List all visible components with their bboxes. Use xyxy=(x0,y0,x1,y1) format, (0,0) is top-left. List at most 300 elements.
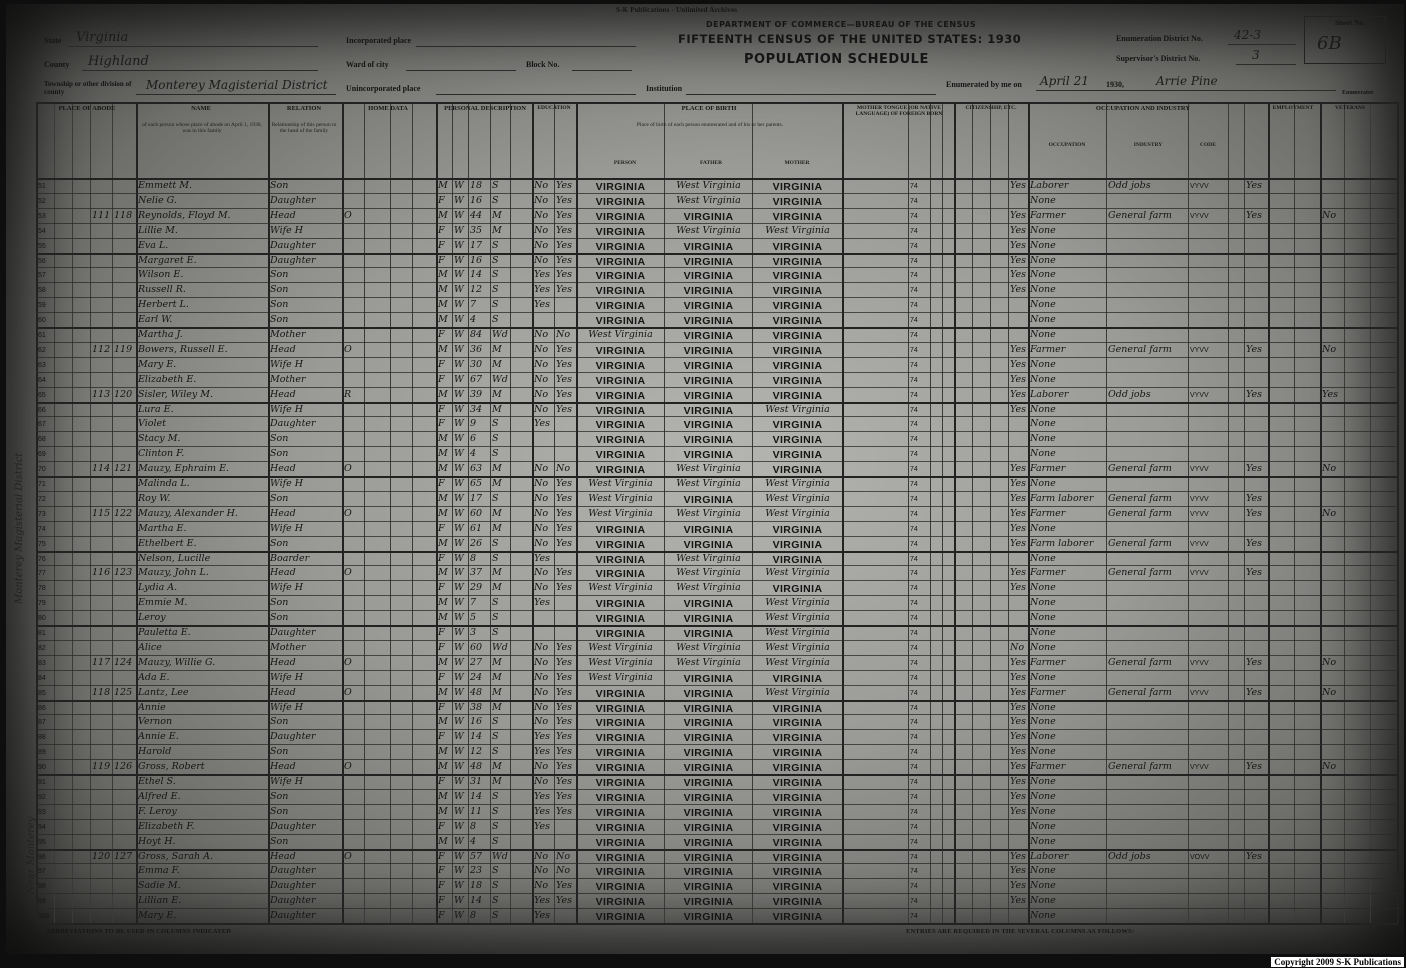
abbrev-title: ABBREVIATIONS TO BE USED IN COLUMNS INDICATED xyxy=(46,928,232,935)
cell-occupation: None xyxy=(1030,522,1056,534)
cell-pob: West Virginia xyxy=(588,507,653,519)
cell-relation: Son xyxy=(270,269,289,281)
cell-relation: Wife H xyxy=(270,522,304,534)
cell-marital: M xyxy=(492,343,502,355)
cell-eng: Yes xyxy=(1010,701,1026,713)
cell-sex: M xyxy=(438,656,448,668)
cell-code: 74 xyxy=(910,510,918,518)
sheet-value: 6B xyxy=(1317,33,1342,54)
cell-school: Yes xyxy=(534,746,550,758)
cell-marital: M xyxy=(492,522,502,534)
cell-marital: M xyxy=(492,209,502,221)
cell-ocode: VYVV xyxy=(1190,391,1209,399)
cell-line: 71 xyxy=(38,481,46,488)
cell-occupation: None xyxy=(1030,612,1056,624)
cell-occupation: None xyxy=(1030,865,1056,877)
cell-code: 74 xyxy=(910,734,918,742)
cell-age: 14 xyxy=(470,790,483,802)
cell-pob: VIRGINIA xyxy=(595,717,646,730)
cell-pob: VIRGINIA xyxy=(595,344,646,357)
table-row xyxy=(36,268,1398,283)
cell-age: 24 xyxy=(470,671,483,683)
cell-marital: S xyxy=(492,835,499,847)
cell-relation: Son xyxy=(270,180,289,191)
cell-age: 14 xyxy=(470,269,483,281)
cell-line: 75 xyxy=(38,540,46,548)
cell-code: 74 xyxy=(910,495,918,503)
cell-mother: VIRGINIA xyxy=(772,270,823,283)
cell-pob: VIRGINIA xyxy=(595,255,646,268)
cell-read: Yes xyxy=(556,671,572,683)
cell-sex: M xyxy=(438,209,448,221)
cell-sex: M xyxy=(438,835,448,847)
cell-occupation: None xyxy=(1030,880,1056,892)
cell-occupation: None xyxy=(1030,552,1056,564)
cell-dwelling: 119 xyxy=(92,761,111,773)
cell-race: W xyxy=(454,507,464,519)
table-row xyxy=(36,224,1398,239)
cell-occupation: None xyxy=(1030,194,1056,206)
cell-marital: M xyxy=(492,224,502,236)
cell-dwelling: 112 xyxy=(92,343,111,355)
cell-pob: VIRGINIA xyxy=(595,270,646,283)
cell-occupation: None xyxy=(1030,820,1056,832)
cell-pob: VIRGINIA xyxy=(595,791,646,804)
cell-eng: Yes xyxy=(1010,895,1026,907)
cell-read: Yes xyxy=(556,641,572,653)
cell-school: No xyxy=(534,403,549,415)
table-row xyxy=(36,462,1398,477)
cell-eng: Yes xyxy=(1010,656,1026,668)
cell-vet: No xyxy=(1322,761,1337,773)
cell-school: No xyxy=(534,478,549,489)
cell-relation: Son xyxy=(270,492,289,504)
cell-pob: VIRGINIA xyxy=(595,821,646,834)
cell-line: 98 xyxy=(38,883,46,891)
cell-race: W xyxy=(454,627,464,638)
cell-empl: Yes xyxy=(1246,537,1262,549)
cell-mother: VIRGINIA xyxy=(772,806,823,819)
cell-sex: F xyxy=(438,239,445,251)
cell-relation: Wife H xyxy=(270,701,304,713)
cell-eng: Yes xyxy=(1010,463,1026,475)
cell-school: No xyxy=(534,209,549,221)
cell-marital: M xyxy=(492,358,502,370)
side-note-upper: Monterey Magisterial District xyxy=(14,452,25,604)
cell-father: VIRGINIA xyxy=(683,896,734,909)
cell-age: 12 xyxy=(470,284,483,296)
cell-eng: Yes xyxy=(1010,671,1026,683)
cell-marital: S xyxy=(492,746,499,758)
table-row xyxy=(36,313,1398,328)
cell-code: 74 xyxy=(910,466,918,474)
cell-mother: VIRGINIA xyxy=(772,344,823,357)
cell-eng: Yes xyxy=(1010,358,1026,370)
cell-name: Gross, Sarah A. xyxy=(138,850,214,862)
census-grid xyxy=(36,102,1398,924)
cell-mother: West Virginia xyxy=(765,656,830,668)
cell-race: W xyxy=(454,180,464,191)
cell-name: Pauletta E. xyxy=(138,627,191,638)
cell-code: 74 xyxy=(910,600,918,608)
cell-code: 74 xyxy=(910,317,918,325)
cell-mother: VIRGINIA xyxy=(772,374,823,387)
cell-age: 16 xyxy=(470,716,483,728)
cell-mother: VIRGINIA xyxy=(772,419,823,432)
cell-race: W xyxy=(454,820,464,832)
cell-father: VIRGINIA xyxy=(683,493,734,506)
cell-father: VIRGINIA xyxy=(683,762,734,775)
cell-pob: VIRGINIA xyxy=(595,240,646,253)
cell-pob: VIRGINIA xyxy=(595,389,646,402)
cell-school: Yes xyxy=(534,731,550,743)
cell-father: VIRGINIA xyxy=(683,419,734,432)
footer-instructions xyxy=(36,924,1398,954)
cell-line: 64 xyxy=(38,376,46,384)
grid-top-rule xyxy=(36,102,1398,104)
cell-school: No xyxy=(534,776,549,787)
cell-mother: VIRGINIA xyxy=(772,181,823,193)
table-row xyxy=(36,358,1398,373)
cell-eng: Yes xyxy=(1010,761,1026,773)
cell-occupation: None xyxy=(1030,224,1056,236)
cell-sex: M xyxy=(438,567,448,579)
table-row xyxy=(36,328,1398,343)
cell-occupation: None xyxy=(1030,716,1056,728)
table-row xyxy=(36,760,1398,775)
cell-mother: West Virginia xyxy=(765,224,830,236)
cell-code: 74 xyxy=(910,227,918,235)
cell-father: VIRGINIA xyxy=(683,717,734,730)
cell-relation: Son xyxy=(270,284,289,296)
cell-occupation: None xyxy=(1030,254,1056,266)
cell-relation: Son xyxy=(270,746,289,758)
cell-occupation: Farmer xyxy=(1030,209,1066,221)
cell-name: Ada E. xyxy=(138,671,170,683)
cell-home: R xyxy=(344,388,352,400)
cell-mother: VIRGINIA xyxy=(772,717,823,730)
cell-eng: Yes xyxy=(1010,209,1026,221)
cell-father: VIRGINIA xyxy=(683,330,734,342)
cell-sex: M xyxy=(438,433,448,445)
cell-sex: F xyxy=(438,224,445,236)
cell-school: Yes xyxy=(534,790,550,802)
cell-sex: F xyxy=(438,880,445,892)
cell-line: 85 xyxy=(38,689,46,697)
cell-marital: S xyxy=(492,716,499,728)
cell-line: 70 xyxy=(38,466,46,474)
cell-school: No xyxy=(534,492,549,504)
cell-father: West Virginia xyxy=(676,641,741,653)
cell-race: W xyxy=(454,895,464,907)
cell-line: 86 xyxy=(38,704,46,712)
cell-code: 74 xyxy=(910,644,918,652)
cell-name: Violet xyxy=(138,418,166,430)
group-name: NAME xyxy=(191,105,211,112)
cell-school: No xyxy=(534,254,549,266)
cell-sex: M xyxy=(438,284,448,296)
cell-pob: VIRGINIA xyxy=(595,628,646,640)
table-row xyxy=(36,790,1398,805)
cell-mother: VIRGINIA xyxy=(772,330,823,342)
cell-read: Yes xyxy=(556,224,572,236)
cell-line: 91 xyxy=(38,779,46,786)
cell-father: VIRGINIA xyxy=(683,434,734,447)
cell-race: W xyxy=(454,194,464,206)
ward-label: Ward of city xyxy=(346,60,389,69)
table-row xyxy=(36,864,1398,879)
cell-name: Alice xyxy=(138,641,162,653)
cell-sex: F xyxy=(438,865,445,877)
cell-mother: West Virginia xyxy=(765,567,830,579)
cell-age: 7 xyxy=(470,597,477,609)
cell-school: No xyxy=(534,537,549,549)
cell-occupation: None xyxy=(1030,895,1056,907)
name-desc: of each person whose place of abode on April 1, 1930, was in this family xyxy=(142,122,262,134)
cell-line: 92 xyxy=(38,793,46,801)
cell-relation: Daughter xyxy=(270,418,316,430)
cell-vet: No xyxy=(1322,507,1337,519)
cell-code: 74 xyxy=(910,376,918,384)
cell-occupation: None xyxy=(1030,418,1056,430)
cell-name: Lillie M. xyxy=(138,224,178,236)
cell-mother: VIRGINIA xyxy=(772,464,823,477)
state-label: State xyxy=(44,36,62,45)
cell-eng: Yes xyxy=(1010,716,1026,728)
cell-eng: Yes xyxy=(1010,492,1026,504)
cell-name: Bowers, Russell E. xyxy=(138,343,228,355)
cell-father: West Virginia xyxy=(676,194,741,206)
cell-occupation: None xyxy=(1030,835,1056,847)
cell-father: VIRGINIA xyxy=(683,866,734,879)
cell-name: Mary E. xyxy=(138,358,177,370)
cell-industry: General farm xyxy=(1108,343,1172,355)
cell-empl: Yes xyxy=(1246,388,1262,400)
cell-name: Mauzy, John L. xyxy=(138,567,209,579)
cell-mother: VIRGINIA xyxy=(772,553,823,566)
cell-read: Yes xyxy=(556,880,572,892)
cell-age: 14 xyxy=(470,895,483,907)
cell-relation: Wife H xyxy=(270,403,304,415)
enumeration-district-label: Enumeration District No. xyxy=(1116,34,1203,43)
cell-father: VIRGINIA xyxy=(683,359,734,372)
sheet-label: Sheet No. xyxy=(1335,19,1366,27)
cell-pob: VIRGINIA xyxy=(595,777,646,789)
enumerator-label: Enumerator xyxy=(1342,90,1374,96)
cell-sex: M xyxy=(438,448,448,460)
cell-code: 74 xyxy=(910,391,918,399)
cell-marital: S xyxy=(492,805,499,817)
cell-industry: Odd jobs xyxy=(1108,180,1151,191)
cell-line: 83 xyxy=(38,659,46,667)
cell-age: 57 xyxy=(470,850,483,862)
cell-occupation: Farmer xyxy=(1030,567,1066,579)
cell-line: 53 xyxy=(38,212,46,220)
cell-name: Herbert L. xyxy=(138,299,189,311)
cell-mother: VIRGINIA xyxy=(772,866,823,879)
cell-pob: VIRGINIA xyxy=(595,687,646,700)
cell-father: VIRGINIA xyxy=(683,374,734,387)
cell-eng: Yes xyxy=(1010,790,1026,802)
cell-race: W xyxy=(454,731,464,743)
cell-father: West Virginia xyxy=(676,463,741,475)
cell-empl: Yes xyxy=(1246,507,1262,519)
cell-relation: Son xyxy=(270,314,289,326)
cell-name: Mauzy, Alexander H. xyxy=(138,507,238,519)
cell-code: 74 xyxy=(910,838,918,846)
cell-eng: Yes xyxy=(1010,478,1026,489)
group-personal: PERSONAL DESCRIPTION xyxy=(444,105,526,112)
table-row xyxy=(36,656,1398,671)
cell-occupation: Laborer xyxy=(1030,180,1069,191)
cell-pob: West Virginia xyxy=(588,582,653,594)
cell-father: VIRGINIA xyxy=(683,523,734,536)
cell-sex: M xyxy=(438,716,448,728)
cell-mother: VIRGINIA xyxy=(772,896,823,909)
cell-age: 38 xyxy=(470,701,483,713)
cell-marital: S xyxy=(492,254,499,266)
cell-name: Sisler, Wiley M. xyxy=(138,388,214,400)
cell-name: Annie E. xyxy=(138,731,179,743)
cell-read: Yes xyxy=(556,731,572,743)
cell-industry: General farm xyxy=(1108,537,1172,549)
cell-relation: Head xyxy=(270,567,296,579)
cell-relation: Daughter xyxy=(270,880,316,892)
cell-age: 26 xyxy=(470,537,483,549)
cell-empl: Yes xyxy=(1246,850,1262,862)
cell-school: Yes xyxy=(534,269,550,281)
state-value: Virginia xyxy=(76,30,129,45)
cell-name: Martha E. xyxy=(138,522,187,534)
cell-read: Yes xyxy=(556,284,572,296)
cell-line: 78 xyxy=(38,585,46,593)
cell-home: O xyxy=(344,507,352,519)
cell-pob: VIRGINIA xyxy=(595,732,646,745)
cell-relation: Wife H xyxy=(270,671,304,683)
township-value: Monterey Magisterial District xyxy=(146,78,328,92)
table-row xyxy=(36,596,1398,611)
cell-father: VIRGINIA xyxy=(683,881,734,894)
cell-line: 77 xyxy=(38,570,46,578)
cell-name: Wilson E. xyxy=(138,269,184,281)
table-row xyxy=(36,194,1398,209)
cell-eng: Yes xyxy=(1010,254,1026,266)
cell-name: Hoyt H. xyxy=(138,835,176,847)
cell-race: W xyxy=(454,433,464,445)
cell-pob: West Virginia xyxy=(588,329,653,340)
cell-relation: Boarder xyxy=(270,552,310,564)
cell-relation: Wife H xyxy=(270,478,304,489)
cell-line: 79 xyxy=(38,600,46,608)
cell-line: 80 xyxy=(38,615,46,623)
cell-pob: VIRGINIA xyxy=(595,747,646,760)
cell-code: 74 xyxy=(910,406,918,414)
census-title: FIFTEENTH CENSUS OF THE UNITED STATES: 1930 xyxy=(678,32,1022,46)
cell-mother: VIRGINIA xyxy=(772,836,823,849)
cell-line: 87 xyxy=(38,719,46,727)
cell-name: Mary E. xyxy=(138,910,177,922)
cell-pob: VIRGINIA xyxy=(595,419,646,432)
cell-relation: Head xyxy=(270,761,296,773)
cell-relation: Daughter xyxy=(270,865,316,877)
cell-sex: M xyxy=(438,299,448,311)
block-label: Block No. xyxy=(526,60,560,69)
cell-school: No xyxy=(534,239,549,251)
cell-relation: Daughter xyxy=(270,239,316,251)
cell-line: 81 xyxy=(38,630,46,637)
cell-read: Yes xyxy=(556,716,572,728)
cell-code: 74 xyxy=(910,674,918,682)
cell-line: 57 xyxy=(38,272,46,280)
cell-eng: Yes xyxy=(1010,239,1026,251)
cell-code: 74 xyxy=(910,555,918,563)
cell-school: Yes xyxy=(534,418,550,430)
cell-pob: VIRGINIA xyxy=(595,911,646,924)
cell-sex: F xyxy=(438,731,445,743)
cell-mother: VIRGINIA xyxy=(772,434,823,447)
cell-father: VIRGINIA xyxy=(683,270,734,283)
cell-line: 63 xyxy=(38,361,46,369)
cell-line: 82 xyxy=(38,644,46,652)
census-sheet xyxy=(6,4,1404,954)
cell-family: 124 xyxy=(114,656,133,668)
cell-race: W xyxy=(454,656,464,668)
cell-home: O xyxy=(344,567,352,579)
cell-dwelling: 120 xyxy=(92,850,111,862)
cell-relation: Head xyxy=(270,686,296,698)
table-row xyxy=(36,581,1398,596)
cell-marital: S xyxy=(492,597,499,609)
cell-eng: No xyxy=(1010,641,1025,653)
cell-dwelling: 116 xyxy=(92,567,111,579)
cell-sex: M xyxy=(438,269,448,281)
cell-eng: Yes xyxy=(1010,567,1026,579)
cell-school: No xyxy=(534,850,549,862)
table-row xyxy=(36,477,1398,492)
cell-school: No xyxy=(534,507,549,519)
cell-read: Yes xyxy=(556,686,572,698)
cell-occupation: None xyxy=(1030,358,1056,370)
cell-age: 17 xyxy=(470,492,483,504)
cell-age: 65 xyxy=(470,478,483,489)
cell-relation: Daughter xyxy=(270,820,316,832)
cell-race: W xyxy=(454,671,464,683)
cell-eng: Yes xyxy=(1010,343,1026,355)
cell-sex: M xyxy=(438,790,448,802)
cell-race: W xyxy=(454,686,464,698)
group-veterans: VETERANS xyxy=(1335,105,1365,111)
cell-mother: VIRGINIA xyxy=(772,523,823,536)
cell-age: 34 xyxy=(470,403,483,415)
cell-mother: West Virginia xyxy=(765,597,830,609)
county-value: Highland xyxy=(88,54,149,69)
cell-mother: VIRGINIA xyxy=(772,672,823,685)
table-row xyxy=(36,686,1398,701)
cell-mother: VIRGINIA xyxy=(772,851,823,864)
cell-sex: M xyxy=(438,314,448,326)
cell-marital: S xyxy=(492,552,499,564)
cell-father: VIRGINIA xyxy=(683,344,734,357)
cell-code: 74 xyxy=(910,451,918,459)
cell-race: W xyxy=(454,492,464,504)
cell-empl: Yes xyxy=(1246,656,1262,668)
cell-sex: F xyxy=(438,522,445,534)
enumerated-year: 1930, xyxy=(1106,80,1124,89)
cell-father: West Virginia xyxy=(676,656,741,668)
cell-age: 18 xyxy=(470,180,483,191)
cell-line: 60 xyxy=(38,317,46,325)
cell-marital: S xyxy=(492,865,499,877)
